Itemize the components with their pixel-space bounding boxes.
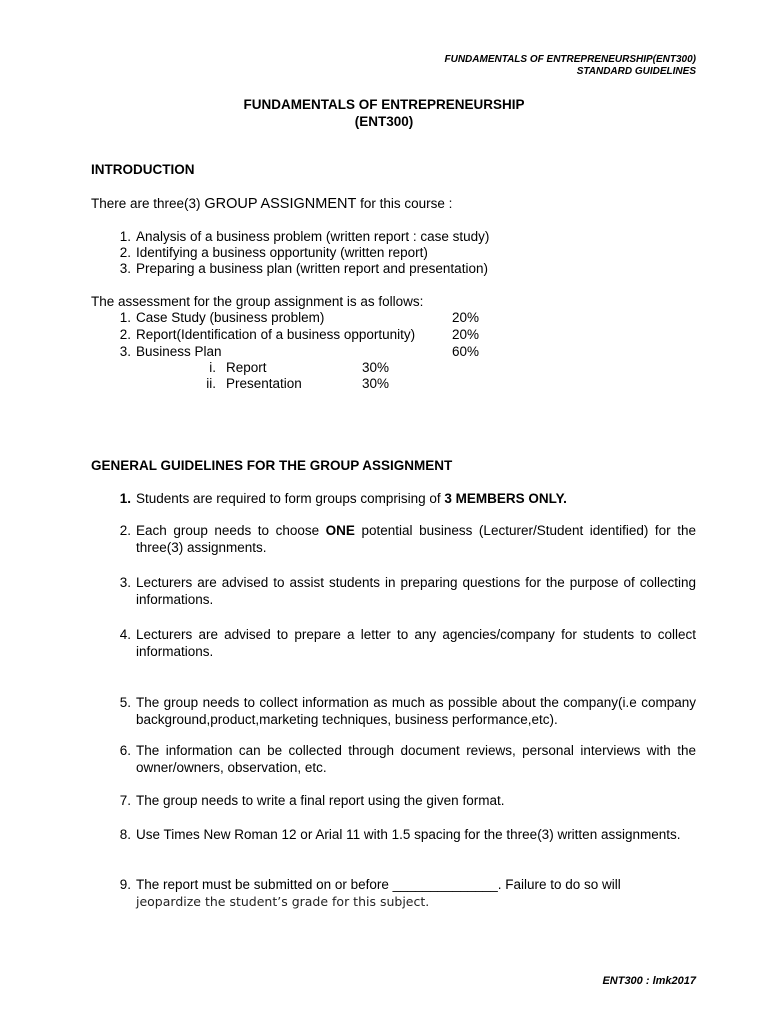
guideline-8-text: Use Times New Roman 12 or Arial 11 with 1.5 spacing for the three(3) written assignments. xyxy=(136,827,681,842)
sub-assessment-i-number: i. xyxy=(209,360,216,375)
document-title xyxy=(0,96,768,130)
guideline-3-number: 3. xyxy=(119,575,131,590)
title-line-1: FUNDAMENTALS OF ENTREPRENEURSHIP xyxy=(243,97,525,112)
assessment-1-label: Case Study (business problem) xyxy=(136,310,325,325)
page-footer: ENT300 : lmk2017 xyxy=(602,975,696,987)
intro-sentence xyxy=(91,195,452,213)
guideline-1-number: 1. xyxy=(119,491,131,506)
introduction-heading: INTRODUCTION xyxy=(91,162,195,177)
assignment-2-text: Identifying a business opportunity (written report) xyxy=(136,245,428,260)
assessment-3-number: 3. xyxy=(119,344,131,359)
guideline-1-text xyxy=(136,490,567,507)
guideline-8-number: 8. xyxy=(119,827,131,842)
guideline-6-text: The information can be collected through document reviews, personal interviews with the owner/owners, observation, etc. xyxy=(136,743,696,775)
guideline-7-number: 7. xyxy=(119,793,131,808)
assignment-3-text: Preparing a business plan (written report and presentation) xyxy=(136,261,488,276)
intro-pre: There are three(3) xyxy=(91,196,205,211)
guideline-2-number: 2. xyxy=(119,523,131,538)
guideline-2-pre: Each group needs to choose xyxy=(136,523,326,538)
sub-assessment-ii-label: Presentation xyxy=(226,376,302,391)
guideline-2-bold: ONE xyxy=(325,523,355,538)
header-line-2: STANDARD GUIDELINES xyxy=(576,66,696,77)
assignment-1-number: 1. xyxy=(119,229,131,244)
assessment-2-label: Report(Identification of a business opportunity) xyxy=(136,327,416,342)
assignment-2-number: 2. xyxy=(119,245,131,260)
assessment-2-percent: 20% xyxy=(452,327,480,342)
guideline-9-line-1: The report must be submitted on or before ______________. Failure to do so will xyxy=(136,877,621,892)
guideline-1-bold: 3 MEMBERS ONLY. xyxy=(444,491,567,506)
guideline-5-text: The group needs to collect information as much as possible about the company(i.e company background,product,marketing techniques, business performance,etc). xyxy=(136,695,696,727)
assignment-1-text: Analysis of a business problem (written report : case study) xyxy=(136,229,490,244)
guideline-6-number: 6. xyxy=(119,743,131,758)
guideline-5-number: 5. xyxy=(119,695,131,710)
sub-assessment-ii-percent: 30% xyxy=(362,376,390,391)
running-header xyxy=(445,54,697,78)
header-line-1: FUNDAMENTALS OF ENTREPRENEURSHIP(ENT300) xyxy=(444,54,696,65)
assessment-3-percent: 60% xyxy=(452,344,480,359)
assessment-3-label: Business Plan xyxy=(136,344,222,359)
intro-emphasis: GROUP ASSIGNMENT xyxy=(204,196,357,212)
assessment-2-number: 2. xyxy=(119,327,131,342)
guideline-9-line-2: jeopardize the student’s grade for this subject. xyxy=(136,894,430,909)
guideline-7-text: The group needs to write a final report using the given format. xyxy=(136,793,505,808)
guidelines-heading: GENERAL GUIDELINES FOR THE GROUP ASSIGNMENT xyxy=(91,458,453,473)
guideline-1-pre: Students are required to form groups comprising of xyxy=(136,491,445,506)
sub-assessment-ii-number: ii. xyxy=(206,376,216,391)
guideline-4-number: 4. xyxy=(119,627,131,642)
assessment-1-number: 1. xyxy=(119,310,131,325)
intro-post: for this course : xyxy=(356,196,453,211)
guideline-3-text: Lecturers are advised to assist students in preparing questions for the purpose of collecting informations. xyxy=(136,575,696,607)
assignment-3-number: 3. xyxy=(119,261,131,276)
sub-assessment-i-percent: 30% xyxy=(362,360,390,375)
guideline-4-text: Lecturers are advised to prepare a letter to any agencies/company for students to collect informations. xyxy=(136,627,696,659)
title-line-2: (ENT300) xyxy=(354,114,414,129)
guideline-2-text xyxy=(136,522,696,556)
sub-assessment-i-label: Report xyxy=(226,360,267,375)
guideline-9-number: 9. xyxy=(119,877,131,892)
assessment-intro: The assessment for the group assignment is as follows: xyxy=(91,294,424,309)
guideline-2-post: potential business (Lecturer/Student identified) for the three(3) assignments. xyxy=(136,523,696,555)
assessment-1-percent: 20% xyxy=(452,310,480,325)
